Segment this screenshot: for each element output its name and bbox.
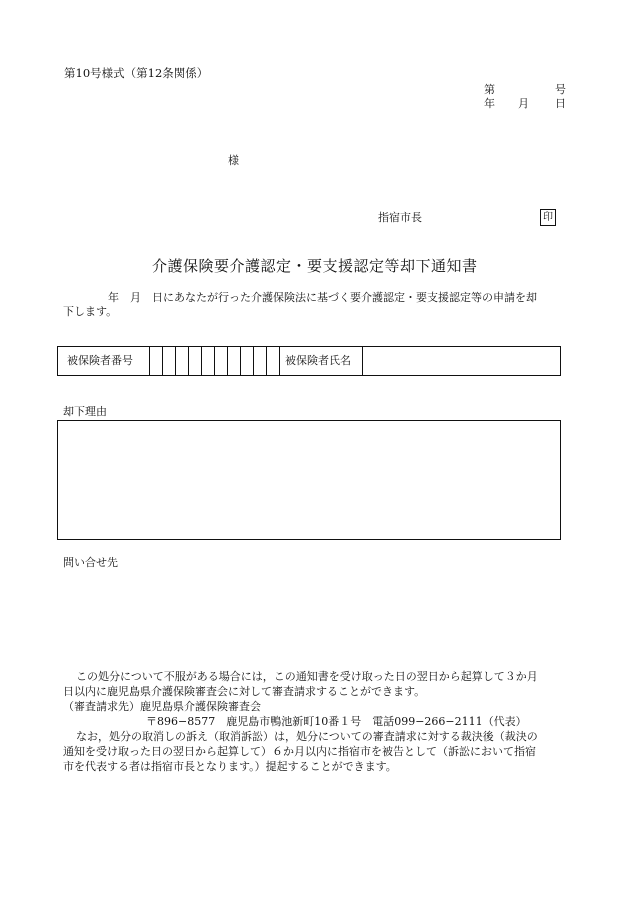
date-day: 日 bbox=[555, 97, 566, 110]
appeal-destination: （審査請求先）鹿児島県介護保険審査会 bbox=[63, 700, 261, 713]
digit-cell[interactable] bbox=[240, 347, 241, 375]
digit-cell[interactable] bbox=[175, 347, 176, 375]
date-month: 月 bbox=[518, 97, 529, 110]
issuer-name: 指宿市長 bbox=[378, 211, 422, 224]
form-number: 第10号様式（第12条関係） bbox=[64, 66, 209, 80]
digit-cell[interactable] bbox=[266, 347, 267, 375]
insured-name-field[interactable] bbox=[362, 347, 561, 375]
body-line-1: 年 月 日にあなたが行った介護保険法に基づく要介護認定・要支援認定等の申請を却 bbox=[108, 291, 537, 304]
digit-cell[interactable] bbox=[253, 347, 254, 375]
digit-cell[interactable] bbox=[201, 347, 202, 375]
insured-info-table bbox=[57, 346, 561, 376]
appeal-notice-line-1: この処分について不服がある場合には，この通知書を受け取った日の翌日から起算して３か月 bbox=[76, 670, 538, 683]
insured-name-label: 被保険者氏名 bbox=[285, 354, 351, 367]
body-line-2: 下します。 bbox=[63, 305, 118, 318]
name-label-cell bbox=[279, 347, 280, 375]
digit-cell[interactable] bbox=[227, 347, 228, 375]
digit-cell[interactable] bbox=[162, 347, 163, 375]
insured-number-label: 被保険者番号 bbox=[67, 354, 133, 367]
lawsuit-notice-line-1: なお，処分の取消しの訴え（取消訴訟）は，処分についての審査請求に対する裁決後（裁決の bbox=[76, 730, 538, 743]
appeal-address: 〒896−8577 鹿児島市鴨池新町10番１号 電話099−266−2111（代表） bbox=[146, 715, 527, 728]
doc-number-suffix: 号 bbox=[555, 83, 566, 96]
seal-stamp: 印 bbox=[540, 209, 556, 226]
document-title: 介護保険要介護認定・要支援認定等却下通知書 bbox=[152, 257, 478, 275]
digit-cell[interactable] bbox=[188, 347, 189, 375]
rejection-reason-label: 却下理由 bbox=[63, 405, 107, 418]
doc-number-prefix: 第 bbox=[484, 83, 495, 96]
rejection-reason-box[interactable] bbox=[57, 420, 561, 540]
digit-cell[interactable] bbox=[149, 347, 150, 375]
lawsuit-notice-line-3: 市を代表する者は指宿市長となります。）提起することができます。 bbox=[63, 760, 397, 773]
date-year: 年 bbox=[484, 97, 495, 110]
addressee-suffix: 様 bbox=[228, 154, 239, 167]
appeal-notice-line-2: 日以内に鹿児島県介護保険審査会に対して審査請求することができます。 bbox=[63, 685, 426, 698]
contact-label: 問い合せ先 bbox=[63, 556, 118, 569]
digit-cell[interactable] bbox=[214, 347, 215, 375]
lawsuit-notice-line-2: 通知を受け取った日の翌日から起算して）６か月以内に指宿市を被告として（訴訟において指宿 bbox=[63, 745, 536, 758]
